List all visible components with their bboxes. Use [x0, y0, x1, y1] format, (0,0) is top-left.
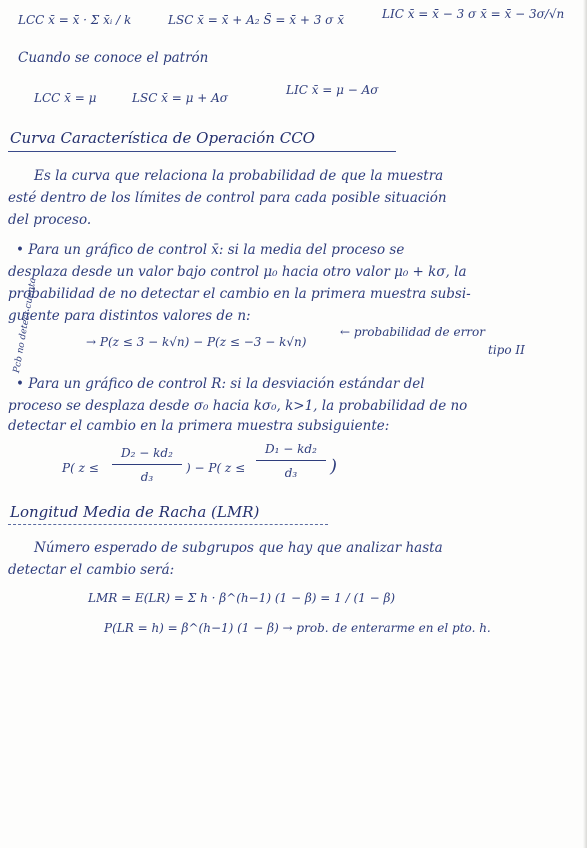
- cco-heading-underline: [8, 151, 396, 152]
- lic-xbar-formula: LIC x̄ = x̄̄ − 3 σ x̄ = x̄̄ − 3σ/√n: [382, 7, 565, 21]
- lmr-formula: LMR = E(LR) = Σ h · β^(h−1) (1 − β) = 1 / (1 − β): [88, 591, 396, 605]
- cco-paragraph-line-1: Es la curva que relaciona la probabilidad de que la muestra: [34, 168, 444, 184]
- lmr-paragraph-line-2: detectar el cambio será:: [8, 562, 175, 578]
- known-standard-label: Cuando se conoce el patrón: [18, 50, 209, 66]
- known-lcc-formula: LCC x̄ = μ: [34, 91, 97, 105]
- known-lic-formula: LIC x̄ = μ − Aσ: [286, 83, 379, 97]
- r-formula-mid: ) − P( z ≤: [186, 461, 246, 475]
- lr-probability-formula: P(LR = h) = β^(h−1) (1 − β) → prob. de enterarme en el pto. h.: [104, 621, 491, 635]
- r-formula-numerator-1: D₂ − kd₂: [121, 446, 173, 460]
- xbar-bullet-line-4: guiente para distintos valores de n:: [8, 308, 251, 324]
- r-formula-end: ): [330, 456, 338, 477]
- r-formula-fraction-bar-2: [256, 460, 326, 461]
- error-note-line-2: tipo II: [488, 343, 525, 357]
- r-bullet-line-3: detectar el cambio en la primera muestra subsiguiente:: [8, 418, 390, 434]
- r-bullet-line-2: proceso se desplaza desde σ₀ hacia kσ₀, k>1, la probabilidad de no: [8, 398, 468, 414]
- lcc-xbar-formula: LCC x̄ = x̄̄ · Σ x̄ᵢ / k: [18, 13, 132, 27]
- lsc-xbar-formula: LSC x̄ = x̄̄ + A₂ S̄ = x̄̄ + 3 σ x̄: [168, 13, 344, 27]
- r-bullet-line-1: • Para un gráfico de control R: si la desviación estándar del: [16, 376, 425, 392]
- xbar-bullet-line-1: • Para un gráfico de control x̄: si la media del proceso se: [16, 242, 405, 258]
- xbar-bullet-line-3: probabilidad de no detectar el cambio en la primera muestra subsi-: [8, 286, 471, 302]
- beta-formula: → P(z ≤ 3 − k√n) − P(z ≤ −3 − k√n): [86, 335, 307, 349]
- lmr-heading: Longitud Media de Racha (LMR): [10, 503, 260, 521]
- r-formula-numerator-2: D₁ − kd₂: [265, 442, 317, 456]
- cco-paragraph-line-3: del proceso.: [8, 212, 92, 228]
- r-formula-denominator-1: d₃: [140, 470, 154, 484]
- lmr-paragraph-line-1: Número esperado de subgrupos que hay que analizar hasta: [34, 540, 443, 556]
- side-note: Pcb no detect cuenta: [12, 277, 39, 374]
- r-formula-left: P( z ≤: [62, 461, 99, 475]
- lmr-heading-underline: [8, 524, 328, 525]
- r-formula-denominator-2: d₃: [284, 466, 298, 480]
- error-note-line-1: ← probabilidad de error: [340, 325, 486, 339]
- cco-paragraph-line-2: esté dentro de los límites de control para cada posible situación: [8, 190, 447, 206]
- xbar-bullet-line-2: desplaza desde un valor bajo control μ₀ hacia otro valor μ₀ + kσ, la: [8, 264, 467, 280]
- r-formula-fraction-bar-1: [112, 464, 182, 465]
- known-lsc-formula: LSC x̄ = μ + Aσ: [132, 91, 228, 105]
- page-edge-shadow: [583, 0, 587, 848]
- cco-heading: Curva Característica de Operación CCO: [10, 129, 315, 147]
